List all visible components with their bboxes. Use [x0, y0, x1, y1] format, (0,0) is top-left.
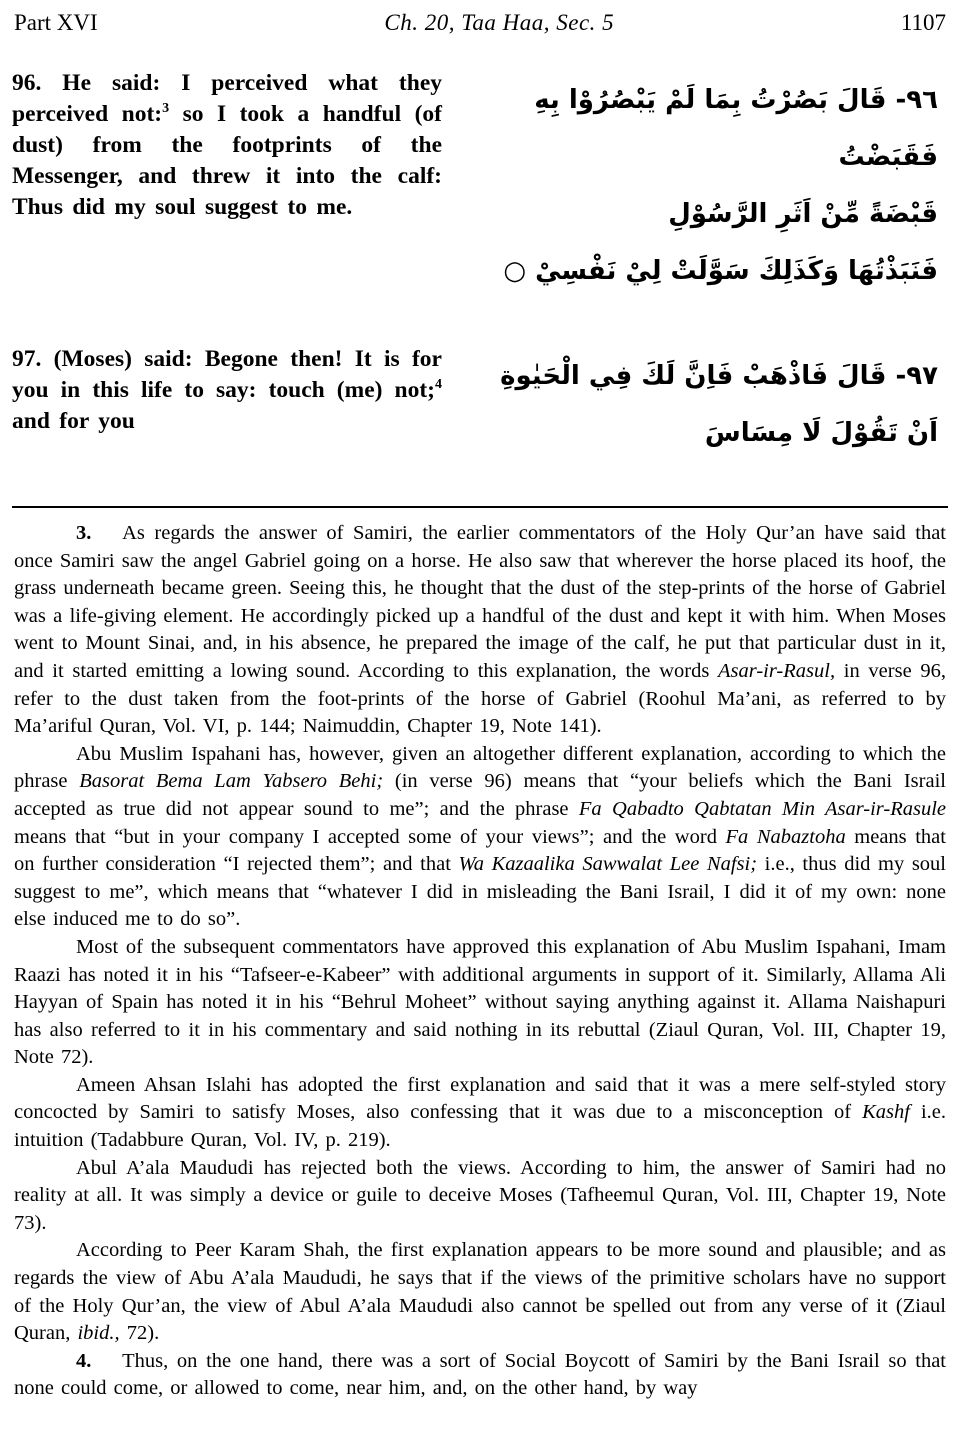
arabic-line: اَنْ تَقُوْلَ لَا مِسَاسَ: [704, 418, 938, 448]
footnote-paragraph: [14, 934, 946, 1072]
part-label: Part XVI: [14, 10, 98, 35]
footnote-text-segment: According to Peer Karam Shah, the first explanation appears to be more sound and plausible; and as regards the view of Abu A’ala Maududi, he says that if the views of the primitive scholars have no support of the Holy Qur’an, the view of Abul A’ala Maududi also cannot be spelled out from any verse of it (Ziaul Quran,: [14, 1239, 946, 1345]
footnote-text-segment: Fa Nabaztoha: [725, 825, 846, 848]
footnote-text-segment: 72).: [119, 1322, 160, 1345]
verse-text-segment: 96. He said: I perceived what they perceived not:: [12, 70, 442, 127]
footnotes-section: [12, 520, 948, 1403]
footnote-number: 3.: [76, 522, 92, 544]
footnote-text-segment: As regards the answer of Samiri, the earlier commentators of the Holy Qur’an have said that once Samiri saw the angel Gabriel going on a horse. He also saw that wherever the horse placed its hoof, the grass underneath became green. Seeing this, he thought that the dust of the step-prints of the horse of Gabriel was a life-giving element. He accordingly picked up a handful of the dust and kept it with him. When Moses went to Mount Sinai, and, in his absence, he prepared the image of the calf, he put that particular dust in it, and it started emitting a lowing sound. According to this explanation, the words: [14, 522, 946, 682]
footnote-reference: 3: [162, 101, 170, 117]
verse-text-segment: so I took a handful (of dust) from the footprints of the Messenger, and threw it into the calf: Thus did my soul suggest to me.: [12, 101, 442, 220]
footnote-reference: 4: [435, 377, 442, 393]
footnote-paragraph: [14, 1155, 946, 1238]
verse-text-segment: and for you: [12, 408, 135, 434]
verse-arabic-text: [456, 344, 948, 462]
footnote-divider: [12, 506, 948, 508]
verse-english-text: [12, 68, 442, 300]
footnote-text-segment: i.e., thus did my soul suggest to me”, which means that “whatever I did in misleading the Bani Israil, I did it of my own: none else induced me to do so”.: [14, 853, 946, 931]
verse-arabic-text: [456, 68, 948, 300]
footnote-text-segment: i.e. intuition (Tadabbure Quran, Vol. IV, p. 219).: [14, 1101, 946, 1152]
arabic-line: ٩٦- قَالَ بَصُرْتُ بِمَا لَمْ يَبْصُرُوْا بِهِ فَقَبَضْتُ: [534, 85, 938, 172]
verse-row: [12, 344, 948, 462]
footnote-number: 4.: [76, 1349, 92, 1372]
footnote-paragraph: [14, 520, 946, 741]
footnote-text-segment: Abul A’ala Maududi has rejected both the views. According to him, the answer of Samiri had no reality at all. It was simply a device or guile to deceive Moses (Tafheemul Quran, Vol. III, Chapter 19, Note 73).: [14, 1156, 946, 1234]
footnote-text-segment: Kashf: [862, 1101, 910, 1124]
footnote-paragraph: [14, 741, 946, 934]
footnote-text-segment: Ameen Ahsan Islahi has adopted the first explanation and said that it was a mere self-styled story concocted by Samiri to satisfy Moses, also confessing that it was due to a misconception of: [14, 1073, 946, 1124]
verse-section: [12, 68, 948, 462]
footnote-text-segment: means that “but in your company I accepted some of your views”; and the word: [14, 825, 726, 848]
verse-text-segment: 97. (Moses) said: Begone then! It is for you in this life to say: touch (me) not;: [12, 346, 442, 403]
footnote-paragraph: [14, 1237, 946, 1347]
footnote-text-segment: Wa Kazaalika Sawwalat Lee Nafsi;: [458, 853, 758, 876]
arabic-line: ٩٧- قَالَ فَاذْهَبْ فَاِنَّ لَكَ فِي الْحَيٰوةِ: [500, 361, 938, 391]
footnote-text-segment: Most of the subsequent commentators have approved this explanation of Abu Muslim Ispahani, Imam Raazi has noted it in his “Tafseer-e-Kabeer” with additional arguments in support of it. Similarly, Allama Ali Hayyan of Spain has noted it in his “Behrul Moheet” without saying anything against it. Allama Naishapuri has also referred to it in his commentary and said nothing in its rebuttal (Ziaul Quran, Vol. III, Chapter 19, Note 72).: [14, 935, 946, 1069]
chapter-title: Ch. 20, Taa Haa, Sec. 5: [384, 10, 615, 35]
footnote-paragraph: [14, 1348, 946, 1403]
footnote-text-segment: Basorat Bema Lam Yabsero Behi;: [79, 770, 384, 793]
page-header: [12, 8, 948, 36]
footnote-paragraph: [14, 1072, 946, 1155]
footnote-text-segment: means that on further consideration “I rejected them”; and that: [14, 825, 946, 876]
footnote-text-segment: in verse 96, refer to the dust taken from the foot-prints of the horse of Gabriel (Roohul Ma’ani, as referred to by Ma’ariful Quran, Vol. VI, p. 144; Naimuddin, Chapter 19, Note 141).: [14, 659, 946, 738]
footnote-text-segment: ibid.,: [77, 1322, 120, 1345]
page-number: 1107: [900, 10, 946, 35]
footnote-text-segment: Fa Qabadto Qabtatan Min Asar-ir-Rasule: [578, 797, 946, 820]
verse-english-text: [12, 344, 442, 462]
arabic-line: فَنَبَذْتُهَا وَكَذَلِكَ سَوَّلَتْ لِيْ نَفْسِيْ ○: [503, 256, 938, 286]
footnote-text-segment: Thus, on the one hand, there was a sort of Social Boycott of Samiri by the Bani Israil so that none could come, or allowed to come, near him, and, on the other hand, by way: [14, 1349, 946, 1400]
footnote-text-segment: (in verse 96) means that “your beliefs which the Bani Israil accepted as true did not appear sound to me”; and the phrase: [14, 770, 946, 820]
footnote-text-segment: Asar-ir-Rasul,: [718, 659, 836, 682]
footnote-text-segment: Abu Muslim Ispahani has, however, given an altogether different explanation, according to which the phrase: [14, 742, 946, 793]
verse-row: [12, 68, 948, 300]
arabic-line: قَبْضَةً مِّنْ اَثَرِ الرَّسُوْلِ: [668, 199, 938, 229]
